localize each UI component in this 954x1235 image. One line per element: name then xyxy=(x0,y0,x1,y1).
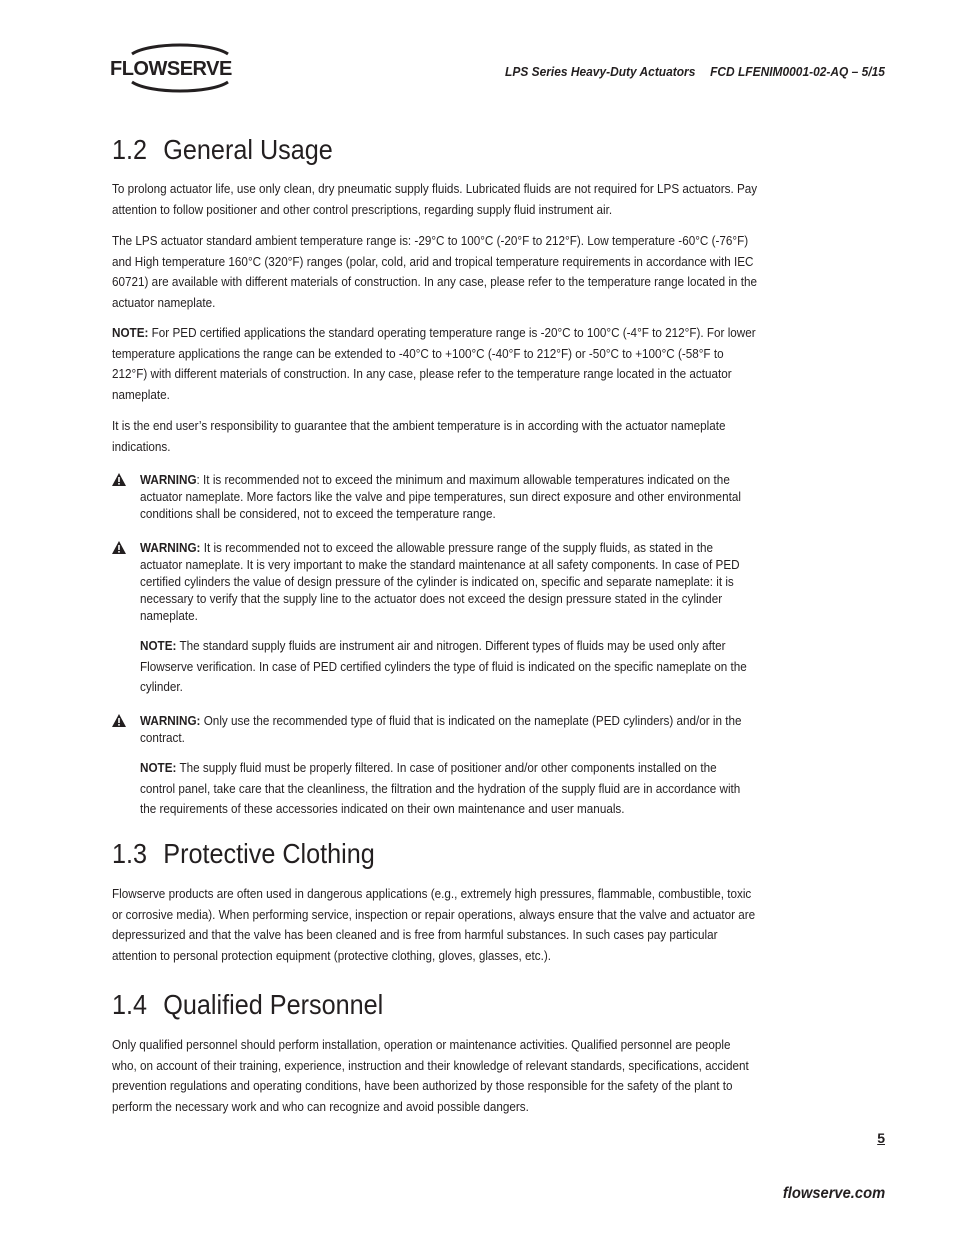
section-heading-qualified-personnel: 1.4 Qualified Personnel xyxy=(112,989,384,1020)
section-heading-general-usage: 1.2 General Usage xyxy=(112,134,333,165)
protective-clothing-paragraph: Flowserve products are often used in dangerous applications (e.g., extremely high pressures, flammable, combustible, toxic or corrosive media). When performing service, inspection or repair operations, always ensure that the valve and actuator are depressurized and that the valve has been cleaned and is free from harmful substances. In such cases pay particular attention to personal protection equipment (protective clothing, gloves, glasses, etc.). xyxy=(112,886,756,963)
general-usage-note-3: NOTE: The supply fluid must be properly filtered. In case of positioner and/or other components installed on the control panel, take care that the cleanliness, the filtration and the hydration of the supply fluid are in accordance with the requirements of these accessories indicated on their own maintenance and user manuals. xyxy=(140,760,741,816)
general-usage-paragraph-2: The LPS actuator standard ambient temperature range is: -29°C to 100°C (-20°F to 212°F). Low temperature -60°C (-76°F) and High temperature 160°C (320°F) ranges (polar, cold, arid and tropical temperature requirements in accordance with IEC 60721) are available with different materials of construction. In any case, please refer to the temperature range located in the actuator nameplate. xyxy=(112,233,757,310)
logo-text: FLOWSERVE xyxy=(110,58,232,80)
general-usage-paragraph-1: To prolong actuator life, use only clean, dry pneumatic supply fluids. Lubricated fluids are not required for LPS actuators. Pay attention to follow positioner and other control prescriptions, regarding supply fluid instrument air. xyxy=(112,181,758,217)
general-usage-note-2: NOTE: The standard supply fluids are instrument air and nitrogen. Different types of fluids may be used only after Flowserve verification. In case of PED certified cylinders the type of fluid is indicated on the specific nameplate on the cylinder. xyxy=(140,638,747,694)
running-header xyxy=(505,64,885,79)
qualified-personnel-paragraph: Only qualified personnel should perform installation, operation or maintenance activities. Qualified personnel are people who, on account of their training, experience, instruction and their knowledge of relevant standards, specifications, accident prevention regulations and operating conditions, have been authorized by those responsible for the safety of the plant to perform the necessary work and who can recognize and avoid possible dangers. xyxy=(112,1037,749,1114)
warning-text-pressure: WARNING: It is recommended not to exceed the allowable pressure range of the supply fluids, as stated in the actuator nameplate. It is very important to make the standard maintenance at all safety components. In case of PED certified cylinders the value of design pressure of the cylinder is indicated on, specific and separate nameplate: it is necessary to verify that the supply line to the actuator does not exceed the design pressure stated in the cylinder nameplate. xyxy=(140,540,740,623)
warning-triangle-icon xyxy=(112,541,126,554)
doc-title: LPS Series Heavy-Duty Actuators xyxy=(505,64,696,79)
section-heading-protective-clothing: 1.3 Protective Clothing xyxy=(112,838,375,869)
page-number: 5 xyxy=(877,1130,885,1146)
doc-code: FCD LFENIM0001-02-AQ – 5/15 xyxy=(710,64,885,79)
footer-website: flowserve.com xyxy=(782,1185,885,1202)
warning-triangle-icon xyxy=(112,714,126,727)
flowserve-logo xyxy=(110,40,250,96)
general-usage-paragraph-3: It is the end user’s responsibility to guarantee that the ambient temperature is in according with the actuator nameplate indications. xyxy=(112,418,726,454)
warning-text-temperature: WARNING: It is recommended not to exceed the minimum and maximum allowable temperatures indicated on the actuator nameplate. More factors like the valve and pipe temperatures, sun direct exposure and other environmental conditions shall be considered, not to exceed the temperature range. xyxy=(140,472,741,521)
warning-triangle-icon xyxy=(112,473,126,486)
warning-text-fluid-type: WARNING: Only use the recommended type of fluid that is indicated on the nameplate (PED cylinders) and/or in the contract. xyxy=(140,713,742,745)
general-usage-note-1: NOTE: For PED certified applications the standard operating temperature range is -20°C to 100°C (-4°F to 212°F). For lower temperature applications the range can be extended to -40°C to +100°C (-40°F to 212°F) or -50°C to +100°C (-58°F to 212°F) with different materials of construction. In any case, please refer to the temperature range located in the actuator nameplate. xyxy=(112,325,756,402)
